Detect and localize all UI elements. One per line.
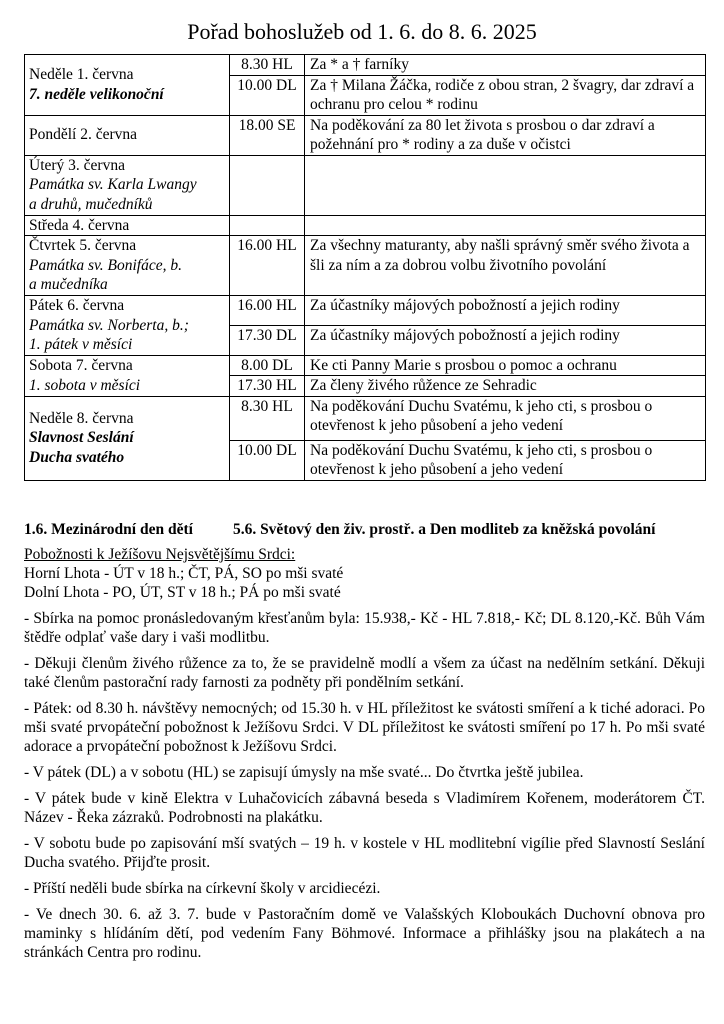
page-title: Pořad bohoslužeb od 1. 6. do 8. 6. 2025	[187, 19, 537, 44]
mass-intention: Na poděkování za 80 let života s prosbou o dar zdraví a požehnání pro * rodiny a za duše v očistci	[305, 115, 706, 155]
day-cell	[25, 55, 230, 116]
day-name: Pátek 6. června	[29, 297, 125, 314]
day-name: Neděle 1. června	[29, 66, 134, 84]
devotions-heading: Pobožnosti k Ježíšovu Nejsvětějšímu Srdci:	[24, 546, 296, 563]
mass-intention: Za * a † farníky	[305, 55, 706, 76]
day-name: Úterý 3. června	[29, 156, 125, 174]
day-name: Neděle 8. června	[29, 409, 134, 427]
feast-name: Památka sv. Norberta, b.;	[29, 316, 189, 334]
mass-time: 8.00 DL	[230, 355, 305, 376]
mass-intention: Ke cti Panny Marie s prosbou o pomoc a ochranu	[305, 355, 706, 376]
day-cell	[25, 396, 230, 480]
mass-time: 17.30 HL	[230, 376, 305, 397]
mass-intention	[305, 155, 706, 215]
special-days	[24, 520, 705, 539]
day-name: Čtvrtek 5. června	[29, 237, 137, 255]
announcement: - Pátek: od 8.30 h. návštěvy nemocných; od 15.30 h. v HL příležitost ke svátosti smíření a k tiché adoraci. Po mši svaté prvopáteční pobožnost k Ježíšovu Srdci. V DL příležitost ke svátosti smíření po 17 h. Po mši svaté adorace a prvopáteční pobožnost k Ježíšovu Srdci.	[24, 700, 705, 755]
mass-intention: Na poděkování Duchu Svatému, k jeho cti, s prosbou o otevřenost k jeho působení a jeho vedení	[305, 396, 706, 440]
mass-time: 10.00 DL	[230, 440, 305, 480]
feast-name: Památka sv. Bonifáce, b.	[29, 256, 182, 274]
announcement: - Příští neděli bude sbírka na církevní školy v arcidiecézi.	[24, 880, 381, 897]
mass-time: 16.00 HL	[230, 236, 305, 296]
mass-time: 10.00 DL	[230, 75, 305, 115]
announcement: - V pátek bude v kině Elektra v Luhačovicích zábavná beseda s Vladimírem Kořenem, moderátorem ČT. Název - Řeka zázraků. Podrobnosti na plakátku.	[24, 790, 705, 826]
mass-intention: Za † Milana Žáčka, rodiče z obou stran, 2 švagry, dar zdraví a ochranu pro celou * rodinu	[305, 75, 706, 115]
mass-intention: Za účastníky májových pobožností a jejich rodiny	[305, 296, 706, 326]
day-cell	[25, 355, 230, 396]
feast-name: a druhů, mučedníků	[29, 195, 153, 213]
mass-time: 16.00 HL	[230, 296, 305, 326]
schedule-row	[25, 115, 706, 155]
notes-section	[24, 520, 705, 962]
announcement: - Sbírka na pomoc pronásledovaným křesťanům byla: 15.938,- Kč - HL 7.818,- Kč; DL 8.120,-Kč. Bůh Vám štědře odplať vaše dary i vaši modlitbu.	[24, 610, 705, 646]
mass-time: 8.30 HL	[230, 55, 305, 76]
day-cell	[25, 155, 230, 215]
day-name: Středa 4. června	[29, 216, 130, 234]
feast-name: Slavnost Seslání	[29, 429, 134, 447]
schedule-row	[25, 155, 706, 215]
schedule-row	[25, 355, 706, 376]
schedule-table	[24, 54, 706, 481]
mass-intention: Za všechny maturanty, aby našli správný směr svého života a šli za ním a za dobrou volbu životního povolání	[305, 236, 706, 296]
day-cell	[25, 296, 230, 356]
special-day-2: 5.6. Světový den živ. prostř. a Den modliteb za kněžská povolání	[232, 521, 656, 538]
announcement: - Děkuji členům živého růžence za to, že se pravidelně modlí a všem za účast na nedělním setkání. Děkuji také členům pastorační rady farnosti za podněty při pondělním setkání.	[24, 655, 705, 691]
devotions-line: Dolní Lhota - PO, ÚT, ST v 18 h.; PÁ po mši svaté	[24, 584, 341, 601]
schedule-row	[25, 215, 706, 236]
mass-time	[230, 155, 305, 215]
feast-name: Ducha svatého	[29, 448, 125, 466]
mass-time: 18.00 SE	[230, 115, 305, 155]
announcement: - V pátek (DL) a v sobotu (HL) se zapisují úmysly na mše svaté... Do čtvrtka ještě jubilea.	[24, 764, 584, 781]
schedule-row	[25, 236, 706, 296]
feast-name: a mučedníka	[29, 276, 108, 294]
mass-intention: Za členy živého růžence ze Sehradic	[305, 376, 706, 397]
mass-time	[230, 215, 305, 236]
day-cell	[25, 115, 230, 155]
devotions-line: Horní Lhota - ÚT v 18 h.; ČT, PÁ, SO po mši svaté	[24, 565, 344, 582]
day-name: Sobota 7. června	[29, 357, 133, 374]
feast-name: Památka sv. Karla Lwangy	[29, 176, 197, 194]
day-cell	[25, 236, 230, 296]
special-day-1: 1.6. Mezinárodní den dětí	[24, 521, 193, 538]
schedule-row	[25, 296, 706, 326]
mass-time: 8.30 HL	[230, 396, 305, 440]
feast-name: 1. pátek v měsíci	[29, 336, 133, 353]
mass-time: 17.30 DL	[230, 325, 305, 355]
mass-intention: Za účastníky májových pobožností a jejich rodiny	[305, 325, 706, 355]
feast-name: 1. sobota v měsíci	[29, 376, 141, 394]
announcement: - V sobotu bude po zapisování mší svatých – 19 h. v kostele v HL modlitební vigílie před Slavností Seslání Ducha svatého. Přijďte prosit.	[24, 835, 705, 871]
feast-name: 7. neděle velikonoční	[29, 85, 164, 103]
mass-intention	[305, 215, 706, 236]
announcement: - Ve dnech 30. 6. až 3. 7. bude v Pastoračním domě ve Valašských Kloboukách Duchovní obnova pro maminky s hlídáním dětí, pod vedením Fany Böhmové. Informace a přihlášky jsou na plakátech a na stránkách Centra pro rodinu.	[24, 906, 705, 961]
mass-intention: Na poděkování Duchu Svatému, k jeho cti, s prosbou o otevřenost k jeho působení a jeho vedení	[305, 440, 706, 480]
day-name: Pondělí 2. června	[29, 126, 138, 144]
schedule-row	[25, 55, 706, 76]
schedule-row	[25, 396, 706, 440]
day-cell	[25, 215, 230, 236]
